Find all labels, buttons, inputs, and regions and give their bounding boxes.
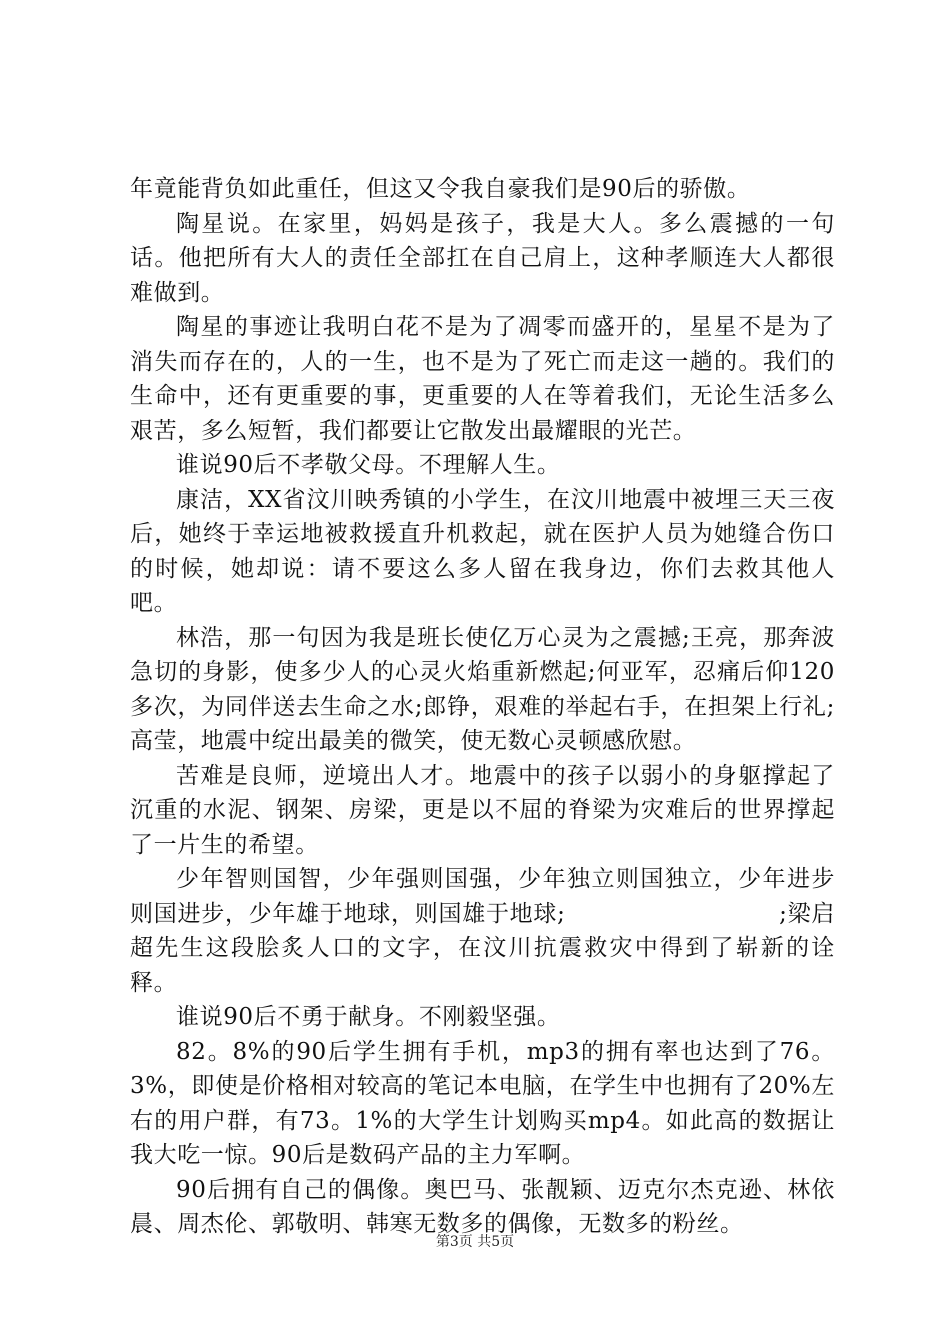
page-footer [0, 1232, 950, 1252]
paragraph-1: 年竟能背负如此重任，但这又令我自豪我们是90后的骄傲。 [130, 176, 751, 202]
paragraph-3: 陶星的事迹让我明白花不是为了凋零而盛开的，星星不是为了消失而存在的，人的一生，也不是为了死亡而走这一趟的。我们的生命中，还有更重要的事，更重要的人在等着我们，无论生活多么艰苦，多么短暂，我们都要让它散发出最耀眼的光芒。 [130, 314, 835, 444]
paragraph-4: 谁说90后不孝敬父母。不理解人生。 [176, 452, 561, 478]
paragraph-6: 林浩，那一句因为我是班长使亿万心灵为之震撼;王亮，那奔波急切的身影，使多少人的心灵火焰重新燃起;何亚军，忍痛后仰120多次，为同伴送去生命之水;郎铮，艰难的举起右手，在担架上行礼;高莹，地震中绽出最美的微笑，使无数心灵顿感欣慰。 [130, 624, 835, 754]
paragraph-10: 82。8%的90后学生拥有手机，mp3的拥有率也达到了76。3%，即使是价格相对较高的笔记本电脑，在学生中也拥有了20%左右的用户群，有73。1%的大学生计划购买mp4。如此高的数据让我大吃一惊。90后是数码产品的主力军啊。 [130, 1038, 835, 1168]
paragraph-9: 谁说90后不勇于献身。不刚毅坚强。 [176, 1004, 561, 1030]
page-number-label: 第3页 共5页 [435, 1234, 515, 1250]
paragraph-5: 康洁，XX省汶川映秀镇的小学生，在汶川地震中被埋三天三夜后，她终于幸运地被救援直升机救起，就在医护人员为她缝合伤口的时候，她却说：请不要这么多人留在我身边，你们去救其他人吧。 [130, 486, 835, 616]
paragraph-2: 陶星说。在家里，妈妈是孩子，我是大人。多么震撼的一句话。他把所有大人的责任全部扛在自己肩上，这种孝顺连大人都很难做到。 [130, 210, 835, 306]
paragraph-7: 苦难是良师，逆境出人才。地震中的孩子以弱小的身躯撑起了沉重的水泥、钢架、房梁，更是以不屈的脊梁为灾难后的世界撑起了一片生的希望。 [130, 762, 835, 858]
paragraph-8: 少年智则国智，少年强则国强，少年独立则国独立，少年进步则国进步，少年雄于地球，则国雄于地球; ;梁启超先生这段脍炙人口的文字，在汶川抗震救灾中得到了崭新的诠释。 [130, 866, 835, 996]
document-body [130, 172, 835, 1242]
paragraph-11: 90后拥有自己的偶像。奥巴马、张靓颖、迈克尔杰克逊、林依晨、周杰伦、郭敬明、韩寒无数多的偶像，无数多的粉丝。 [130, 1176, 835, 1237]
